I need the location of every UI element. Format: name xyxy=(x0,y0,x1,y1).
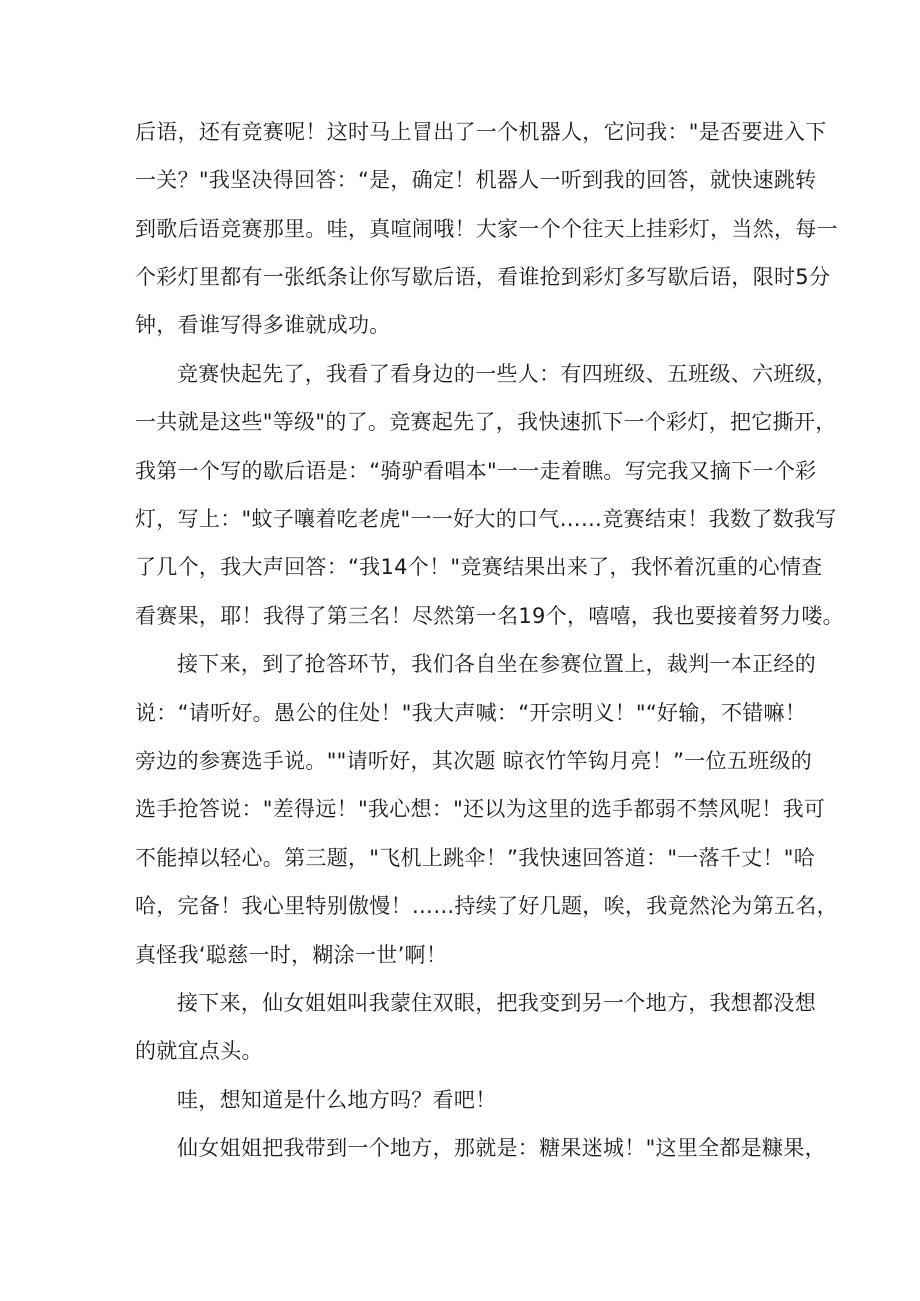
text-line: 看赛果，耶！我得了第三名！尽然第一名19个，嘻嘻，我也要接着努力喽。 xyxy=(135,604,844,628)
text-line: 仙女姐姐把我带到一个地方，那就是：糖果迷城！"这里全都是糠果， xyxy=(177,1136,826,1160)
text-line: 的就宜点头。 xyxy=(135,1039,263,1063)
text-line: 一共就是这些"等级"的了。竞赛起先了，我快速抓下一个彩灯，把它撕开， xyxy=(135,410,837,434)
text-line: 钟，看谁写得多谁就成功。 xyxy=(135,313,391,337)
text-line: 到歌后语竞赛那里。哇，真喧闹哦！大家一个个往天上挂彩灯，当然，每一 xyxy=(135,217,838,241)
text-line: 竞赛快起先了，我看了看身边的一些人：有四班级、五班级、六班级， xyxy=(177,362,838,386)
text-line: 我第一个写的歇后语是：“骑驴看唱本"一一走着瞧。写完我又摘下一个彩 xyxy=(135,459,817,483)
text-line: 个彩灯里都有一张纸条让你写歇后语，看谁抢到彩灯多写歇后语，限时5分 xyxy=(135,265,831,289)
text-line: 了几个，我大声回答：“我14个！"竞赛结果出来了，我怀着沉重的心情查 xyxy=(135,555,823,579)
text-line: 不能掉以轻心。第三题，"飞机上跳伞！”我快速回答道："一落千丈！"哈 xyxy=(135,846,816,870)
text-line: 说：“请听好。愚公的住处！"我大声喊：“开宗明义！"“好输，不错嘛！ xyxy=(135,701,807,725)
text-line: 接下来，到了抢答环节，我们各自坐在参赛位置上，裁判一本正经的 xyxy=(177,652,816,676)
text-line: 旁边的参赛选手说。""请听好，其次题 晾衣竹竿钩月亮！”一位五班级的 xyxy=(135,749,813,773)
text-line: 选手抢答说："差得远！"我心想："还以为这里的选手都弱不禁风呢！我可 xyxy=(135,797,826,821)
text-line: 哈，完备！我心里特别傲慢！……持续了好几题，唉，我竟然沦为第五名， xyxy=(135,894,838,918)
text-line: 接下来，仙女姐姐叫我蒙住双眼，把我变到另一个地方，我想都没想 xyxy=(177,991,816,1015)
text-line: 灯，写上："蚊子嚷着吃老虎"一一好大的口气……竞赛结束！我数了数我写 xyxy=(135,507,837,531)
text-line: 一关？"我坚决得回答：“是，确定！机器人一听到我的回答，就快速跳转 xyxy=(135,168,817,192)
text-line: 后语，还有竞赛呢！这时马上冒出了一个机器人，它问我："是否要进入下 xyxy=(135,120,827,144)
text-line: 哇，想知道是什么地方吗？看吧！ xyxy=(177,1088,497,1112)
text-line: 真怪我‘聪慈一时，糊涂一世’啊！ xyxy=(135,943,448,967)
